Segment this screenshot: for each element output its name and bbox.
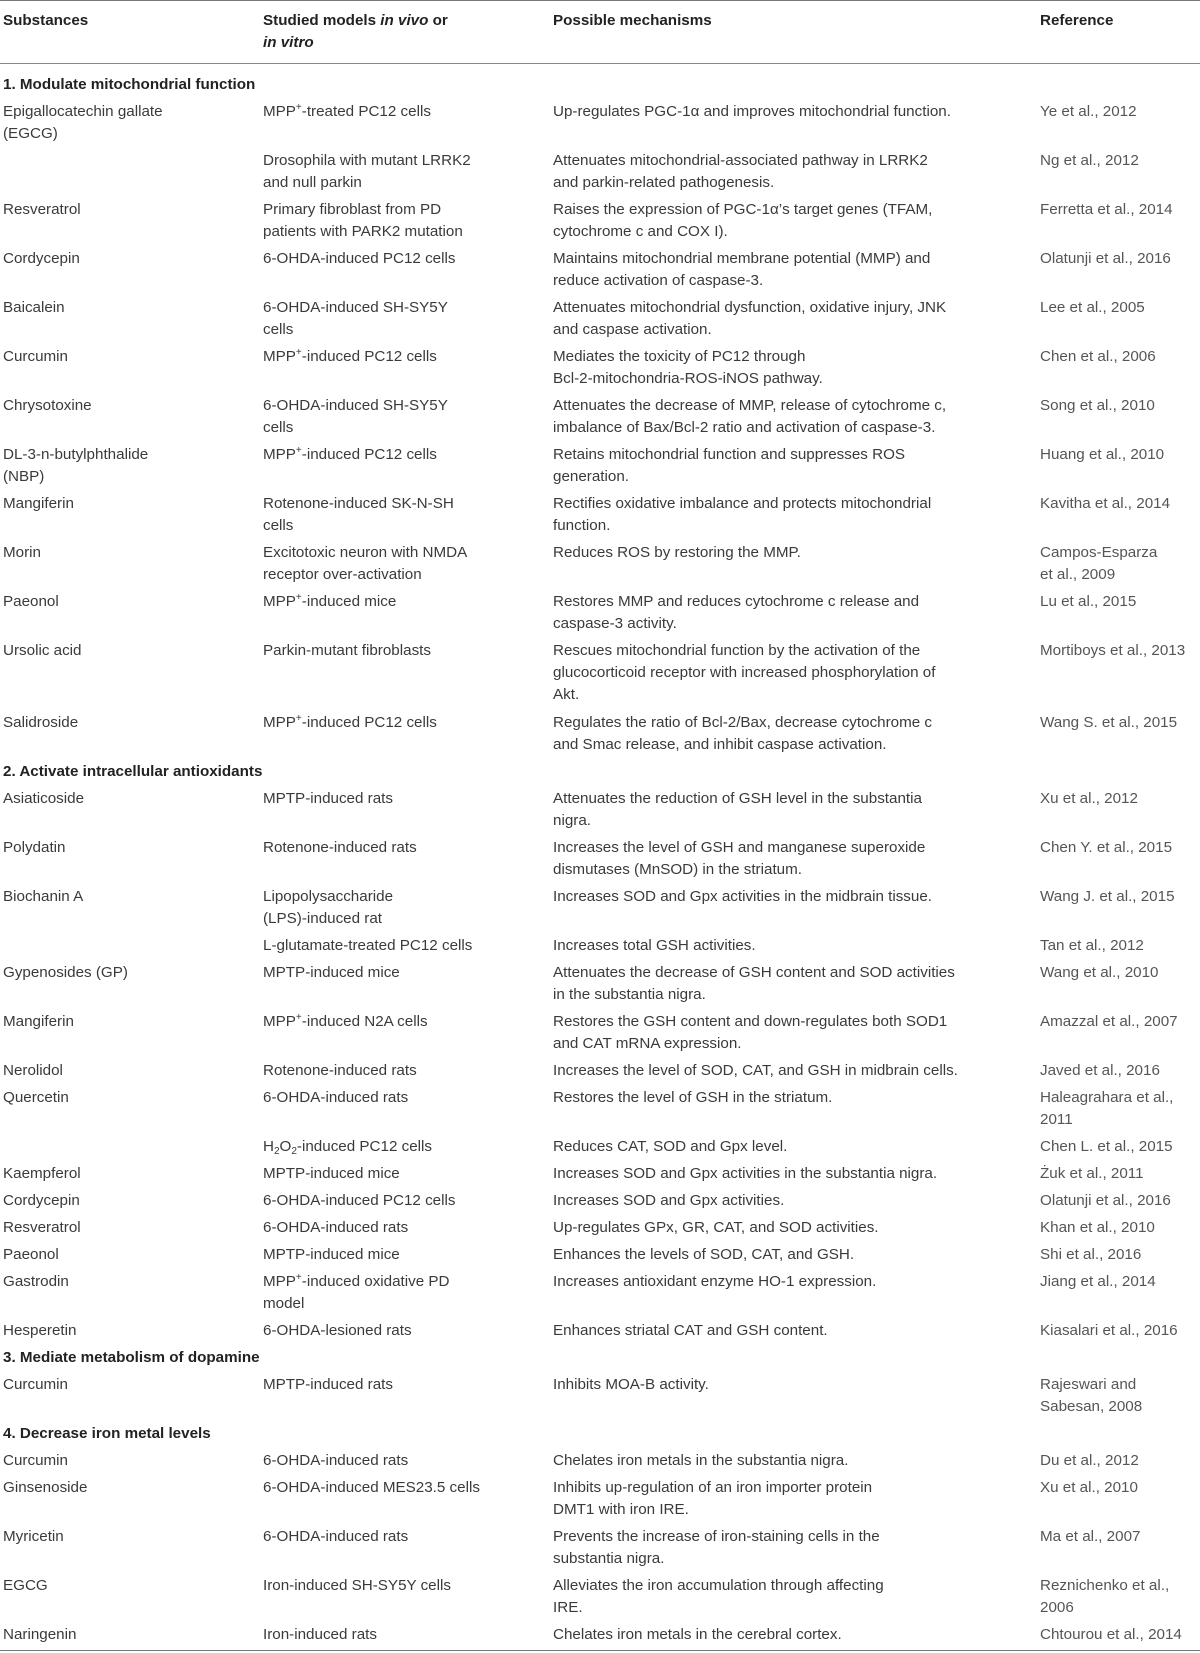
mechanism-cell: Reduces CAT, SOD and Gpx level.: [553, 1138, 788, 1155]
table-top-rule: [0, 0, 1200, 1]
header-substances: Substances: [3, 12, 89, 29]
mechanism-cell: Enhances striatal CAT and GSH content.: [553, 1322, 828, 1339]
mechanism-cell: Up-regulates PGC-1α and improves mitochondrial function.: [553, 103, 951, 120]
model-cell: Excitotoxic neuron with NMDA receptor over-activation: [263, 544, 468, 583]
reference-cell: Campos-Esparza et al., 2009: [1040, 544, 1158, 583]
mechanism-cell: Restores the GSH content and down-regulates both SOD1 and CAT mRNA expression.: [553, 1013, 948, 1052]
mechanism-cell: Restores MMP and reduces cytochrome c release and caspase-3 activity.: [553, 593, 920, 632]
reference-cell: Javed et al., 2016: [1040, 1062, 1160, 1079]
substance-cell: Paeonol: [3, 1246, 59, 1263]
model-cell: 6-OHDA-induced rats: [263, 1528, 409, 1545]
reference-cell: Ye et al., 2012: [1040, 103, 1137, 120]
reference-cell: Chtourou et al., 2014: [1040, 1626, 1182, 1643]
model-cell: $H_2O_2$-induced PC12 cells: [263, 1138, 432, 1157]
substance-cell: Curcumin: [3, 1376, 68, 1393]
reference-cell: Ng et al., 2012: [1040, 152, 1139, 169]
mechanism-cell: Inhibits up-regulation of an iron importer protein DMT1 with iron IRE.: [553, 1479, 873, 1518]
reference-cell: Lu et al., 2015: [1040, 593, 1137, 610]
mechanism-cell: Up-regulates GPx, GR, CAT, and SOD activities.: [553, 1219, 879, 1236]
model-cell: Rotenone-induced rats: [263, 839, 417, 856]
mechanism-cell: Alleviates the iron accumulation through affecting IRE.: [553, 1577, 884, 1616]
reference-cell: Song et al., 2010: [1040, 397, 1155, 414]
model-cell: MPP+-induced PC12 cells: [263, 445, 437, 463]
mechanism-cell: Increases antioxidant enzyme HO-1 expression.: [553, 1273, 877, 1290]
substance-cell: Cordycepin: [3, 1192, 80, 1209]
mechanism-cell: Chelates iron metals in the substantia nigra.: [553, 1452, 849, 1469]
substance-cell: Polydatin: [3, 839, 66, 856]
mechanism-cell: Attenuates the decrease of MMP, release of cytochrome c, imbalance of Bax/Bcl-2 ratio and activation of caspase-3.: [553, 397, 947, 436]
substance-cell: EGCG: [3, 1577, 48, 1594]
model-cell: 6-OHDA-induced PC12 cells: [263, 250, 456, 267]
mechanism-cell: Enhances the levels of SOD, CAT, and GSH.: [553, 1246, 855, 1263]
model-cell: 6-OHDA-induced SH-SY5Y cells: [263, 299, 448, 338]
model-cell: Parkin-mutant fibroblasts: [263, 642, 431, 659]
header-models-text-c: or: [428, 12, 448, 29]
model-cell: 6-OHDA-induced MES23.5 cells: [263, 1479, 480, 1496]
mechanism-cell: Chelates iron metals in the cerebral cortex.: [553, 1626, 842, 1643]
mechanism-cell: Attenuates mitochondrial dysfunction, oxidative injury, JNK and caspase activation.: [553, 299, 947, 338]
header-studied-models: [263, 10, 548, 54]
table-bottom-rule: [0, 1650, 1200, 1651]
model-cell: MPTP-induced rats: [263, 1376, 393, 1393]
model-cell: MPTP-induced mice: [263, 964, 400, 981]
substance-cell: Chrysotoxine: [3, 397, 92, 414]
model-cell: MPP+-induced PC12 cells: [263, 347, 437, 365]
reference-cell: Xu et al., 2012: [1040, 790, 1138, 807]
mechanism-cell: Rectifies oxidative imbalance and protects mitochondrial function.: [553, 495, 932, 534]
header-possible-mechanisms: Possible mechanisms: [553, 12, 712, 29]
section-heading: 4. Decrease iron metal levels: [3, 1425, 211, 1442]
model-cell: 6-OHDA-lesioned rats: [263, 1322, 412, 1339]
mechanism-cell: Reduces ROS by restoring the MMP.: [553, 544, 801, 561]
model-cell: Lipopolysaccharide (LPS)-induced rat: [263, 888, 394, 927]
substance-cell: Nerolidol: [3, 1062, 63, 1079]
substance-cell: Resveratrol: [3, 1219, 81, 1236]
model-cell: MPP+-treated PC12 cells: [263, 102, 431, 120]
substance-cell: Curcumin: [3, 1452, 68, 1469]
model-cell: MPP+-induced PC12 cells: [263, 713, 437, 731]
mechanism-cell: Rescues mitochondrial function by the activation of the glucocorticoid receptor with increased phosphorylation of Akt.: [553, 642, 936, 703]
substance-cell: Mangiferin: [3, 1013, 74, 1030]
reference-cell: Chen Y. et al., 2015: [1040, 839, 1173, 856]
reference-cell: Lee et al., 2005: [1040, 299, 1145, 316]
reference-cell: Rajeswari and Sabesan, 2008: [1040, 1376, 1143, 1415]
mechanism-cell: Attenuates mitochondrial-associated pathway in LRRK2 and parkin-related pathogenesis.: [553, 152, 928, 191]
header-bottom-rule: [0, 63, 1200, 64]
reference-cell: Amazzal et al., 2007: [1040, 1013, 1178, 1030]
model-cell: 6-OHDA-induced rats: [263, 1452, 409, 1469]
header-models-text-a: Studied models: [263, 12, 381, 29]
model-cell: MPTP-induced rats: [263, 790, 393, 807]
mechanism-cell: Increases SOD and Gpx activities in the substantia nigra.: [553, 1165, 938, 1182]
model-cell: MPTP-induced mice: [263, 1165, 400, 1182]
reference-cell: Jiang et al., 2014: [1040, 1273, 1156, 1290]
reference-cell: Kavitha et al., 2014: [1040, 495, 1171, 512]
reference-cell: Kiasalari et al., 2016: [1040, 1322, 1178, 1339]
substance-cell: Paeonol: [3, 593, 59, 610]
mechanism-cell: Retains mitochondrial function and suppresses ROS generation.: [553, 446, 906, 485]
reference-cell: Wang S. et al., 2015: [1040, 714, 1178, 731]
mechanism-cell: Increases the level of SOD, CAT, and GSH in midbrain cells.: [553, 1062, 958, 1079]
reference-cell: Olatunji et al., 2016: [1040, 1192, 1171, 1209]
section-heading: 1. Modulate mitochondrial function: [3, 76, 256, 93]
reference-cell: Wang et al., 2010: [1040, 964, 1159, 981]
substance-cell: Naringenin: [3, 1626, 77, 1643]
reference-cell: Huang et al., 2010: [1040, 446, 1165, 463]
substance-cell: Resveratrol: [3, 201, 81, 218]
substance-cell: Ginsenoside: [3, 1479, 88, 1496]
substance-cell: Gastrodin: [3, 1273, 69, 1290]
substance-cell: Cordycepin: [3, 250, 80, 267]
model-cell: Drosophila with mutant LRRK2 and null parkin: [263, 152, 471, 191]
substance-cell: Salidroside: [3, 714, 79, 731]
reference-cell: Ferretta et al., 2014: [1040, 201, 1173, 218]
mechanism-cell: Attenuates the reduction of GSH level in the substantia nigra.: [553, 790, 922, 829]
substance-cell: Morin: [3, 544, 41, 561]
model-cell: 6-OHDA-induced PC12 cells: [263, 1192, 456, 1209]
reference-cell: Chen et al., 2006: [1040, 348, 1156, 365]
substance-cell: Asiaticoside: [3, 790, 85, 807]
mechanism-cell: Maintains mitochondrial membrane potential (MMP) and reduce activation of caspase-3.: [553, 250, 931, 289]
mechanism-cell: Attenuates the decrease of GSH content and SOD activities in the substantia nigra.: [553, 964, 955, 1003]
substance-cell: Biochanin A: [3, 888, 84, 905]
model-cell: 6-OHDA-induced rats: [263, 1219, 409, 1236]
substance-cell: Quercetin: [3, 1089, 69, 1106]
model-cell: Rotenone-induced SK-N-SH cells: [263, 495, 454, 534]
reference-cell: Tan et al., 2012: [1040, 937, 1144, 954]
substance-cell: Curcumin: [3, 348, 68, 365]
substance-cell: Epigallocatechin gallate (EGCG): [3, 103, 163, 142]
model-cell: Iron-induced SH-SY5Y cells: [263, 1577, 451, 1594]
reference-cell: Xu et al., 2010: [1040, 1479, 1138, 1496]
reference-cell: Khan et al., 2010: [1040, 1219, 1155, 1236]
substance-cell: Kaempferol: [3, 1165, 81, 1182]
model-cell: MPP+-induced oxidative PD model: [263, 1272, 450, 1312]
model-cell: 6-OHDA-induced SH-SY5Y cells: [263, 397, 448, 436]
mechanism-cell: Inhibits MOA-B activity.: [553, 1376, 709, 1393]
substance-cell: Mangiferin: [3, 495, 74, 512]
reference-cell: Wang J. et al., 2015: [1040, 888, 1175, 905]
model-cell: Rotenone-induced rats: [263, 1062, 417, 1079]
substance-cell: Hesperetin: [3, 1322, 77, 1339]
model-cell: MPP+-induced mice: [263, 592, 397, 610]
header-reference: Reference: [1040, 12, 1114, 29]
reference-cell: Chen L. et al., 2015: [1040, 1138, 1173, 1155]
reference-cell: Żuk et al., 2011: [1040, 1165, 1144, 1182]
reference-cell: Shi et al., 2016: [1040, 1246, 1142, 1263]
model-cell: MPP+-induced N2A cells: [263, 1012, 428, 1030]
mechanism-cell: Increases the level of GSH and manganese superoxide dismutases (MnSOD) in the striatum.: [553, 839, 926, 878]
mechanism-cell: Increases total GSH activities.: [553, 937, 756, 954]
model-cell: 6-OHDA-induced rats: [263, 1089, 409, 1106]
mechanism-cell: Restores the level of GSH in the striatum.: [553, 1089, 833, 1106]
mechanism-cell: Increases SOD and Gpx activities in the midbrain tissue.: [553, 888, 933, 905]
reference-cell: Haleagrahara et al., 2011: [1040, 1089, 1174, 1128]
section-heading: 2. Activate intracellular antioxidants: [3, 763, 263, 780]
substance-cell: Gypenosides (GP): [3, 964, 128, 981]
model-cell: L-glutamate-treated PC12 cells: [263, 937, 473, 954]
header-models-text-line2: in vitro: [263, 34, 314, 51]
reference-cell: Olatunji et al., 2016: [1040, 250, 1171, 267]
reference-cell: Du et al., 2012: [1040, 1452, 1139, 1469]
model-cell: MPTP-induced mice: [263, 1246, 400, 1263]
header-models-text-b: in vivo: [380, 12, 429, 29]
section-heading: 3. Mediate metabolism of dopamine: [3, 1349, 260, 1366]
substance-cell: DL-3-n-butylphthalide (NBP): [3, 446, 149, 485]
substance-cell: Ursolic acid: [3, 642, 82, 659]
reference-cell: Mortiboys et al., 2013: [1040, 642, 1186, 659]
reference-cell: Ma et al., 2007: [1040, 1528, 1141, 1545]
mechanism-cell: Raises the expression of PGC-1α’s target genes (TFAM, cytochrome c and COX I).: [553, 201, 933, 240]
substance-cell: Myricetin: [3, 1528, 64, 1545]
mechanism-cell: Increases SOD and Gpx activities.: [553, 1192, 785, 1209]
reference-cell: Reznichenko et al., 2006: [1040, 1577, 1170, 1616]
mechanism-cell: Mediates the toxicity of PC12 through Bcl-2-mitochondria-ROS-iNOS pathway.: [553, 348, 823, 387]
mechanism-cell: Regulates the ratio of Bcl-2/Bax, decrease cytochrome c and Smac release, and inhibit caspase activation.: [553, 714, 933, 753]
mechanism-cell: Prevents the increase of iron-staining cells in the substantia nigra.: [553, 1528, 880, 1567]
model-cell: Iron-induced rats: [263, 1626, 377, 1643]
substance-cell: Baicalein: [3, 299, 65, 316]
model-cell: Primary fibroblast from PD patients with PARK2 mutation: [263, 201, 463, 240]
